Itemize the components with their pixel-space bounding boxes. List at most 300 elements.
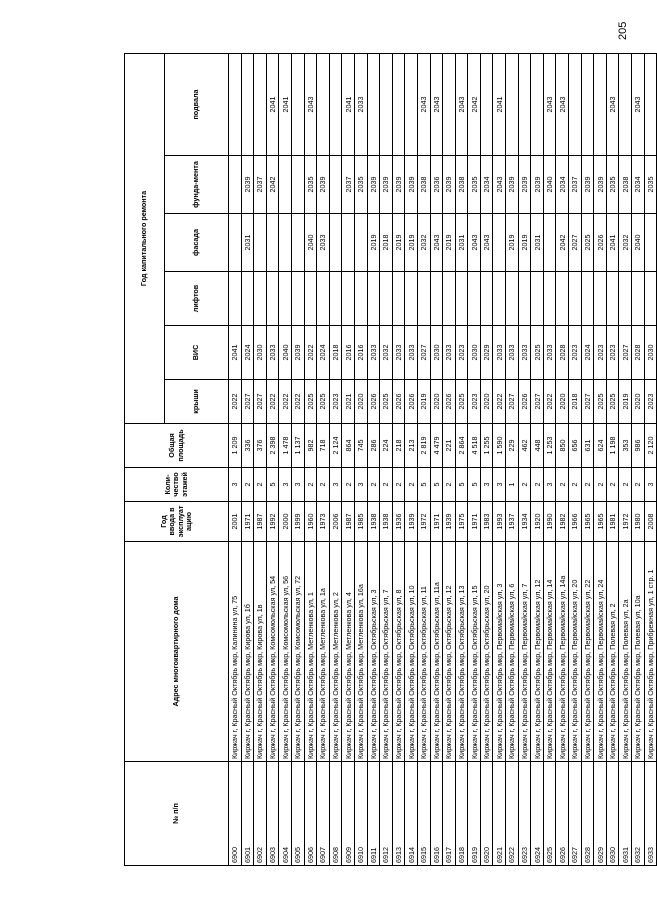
cell-lifts <box>354 272 367 326</box>
table-row <box>241 54 254 866</box>
cell-floors: 5 <box>417 468 430 502</box>
cell-year: 2008 <box>644 502 657 542</box>
cell-roof: 2027 <box>581 380 594 424</box>
cell-facade <box>229 214 242 272</box>
cell-vis: 2030 <box>468 326 481 380</box>
cell-facade: 2027 <box>569 214 582 272</box>
cell-lifts <box>468 272 481 326</box>
cell-floors: 3 <box>279 468 292 502</box>
cell-floors: 5 <box>266 468 279 502</box>
cell-num: 6916 <box>430 762 443 866</box>
cell-basement <box>380 54 393 156</box>
cell-basement: 2041 <box>279 54 292 156</box>
table-row <box>367 54 380 866</box>
cell-num: 6900 <box>229 762 242 866</box>
cell-area: 850 <box>556 424 569 468</box>
cell-vis: 2033 <box>518 326 531 380</box>
cell-year: 1939 <box>405 502 418 542</box>
cell-facade: 2043 <box>430 214 443 272</box>
cell-floors: 2 <box>443 468 456 502</box>
cell-vis: 2033 <box>543 326 556 380</box>
cell-num: 6915 <box>417 762 430 866</box>
cell-floors: 2 <box>581 468 594 502</box>
cell-year: 1938 <box>367 502 380 542</box>
cell-foundation: 2039 <box>241 156 254 214</box>
table-row <box>266 54 279 866</box>
cell-address: Киржач г, Красный Октябрь мкр, Комсомольская ул, 54 <box>266 542 279 762</box>
cell-num: 6928 <box>581 762 594 866</box>
cell-year: 1966 <box>569 502 582 542</box>
cell-foundation: 2037 <box>254 156 267 214</box>
cell-basement <box>392 54 405 156</box>
cell-roof: 2020 <box>632 380 645 424</box>
cell-lifts <box>556 272 569 326</box>
table-row <box>480 54 493 866</box>
cell-area: 376 <box>254 424 267 468</box>
table-row <box>581 54 594 866</box>
cell-foundation: 2039 <box>405 156 418 214</box>
cell-floors: 2 <box>367 468 380 502</box>
cell-area: 4 518 <box>468 424 481 468</box>
cell-lifts <box>291 272 304 326</box>
cell-num: 6906 <box>304 762 317 866</box>
cell-address: Киржач г, Красный Октябрь мкр, Октябрьская ул, 15 <box>468 542 481 762</box>
cell-foundation: 2034 <box>480 156 493 214</box>
cell-lifts <box>644 272 657 326</box>
cell-facade <box>543 214 556 272</box>
cell-lifts <box>266 272 279 326</box>
cell-facade: 2018 <box>380 214 393 272</box>
header-num: № п/п <box>125 762 229 866</box>
cell-foundation <box>279 156 292 214</box>
cell-num: 6919 <box>468 762 481 866</box>
cell-facade: 2032 <box>417 214 430 272</box>
cell-area: 448 <box>531 424 544 468</box>
cell-address: Киржач г, Красный Октябрь мкр, Первомайская ул, 12 <box>531 542 544 762</box>
cell-lifts <box>279 272 292 326</box>
cell-basement <box>254 54 267 156</box>
cell-vis: 2023 <box>569 326 582 380</box>
cell-address: Киржач г, Красный Октябрь мкр, Метленкова ул, 4 <box>342 542 355 762</box>
cell-address: Киржач г, Красный Октябрь мкр, Первомайская ул, 3 <box>493 542 506 762</box>
cell-vis: 2030 <box>430 326 443 380</box>
cell-vis: 2025 <box>531 326 544 380</box>
cell-facade: 2026 <box>594 214 607 272</box>
cell-roof: 2026 <box>405 380 418 424</box>
cell-roof: 2020 <box>430 380 443 424</box>
cell-basement <box>367 54 380 156</box>
cell-vis: 2030 <box>644 326 657 380</box>
cell-basement <box>229 54 242 156</box>
cell-lifts <box>569 272 582 326</box>
cell-num: 6922 <box>506 762 519 866</box>
cell-vis: 2032 <box>380 326 393 380</box>
table-row <box>291 54 304 866</box>
cell-roof: 2025 <box>606 380 619 424</box>
cell-year: 1934 <box>518 502 531 542</box>
cell-area: 656 <box>569 424 582 468</box>
cell-num: 6924 <box>531 762 544 866</box>
cell-lifts <box>443 272 456 326</box>
cell-floors: 3 <box>480 468 493 502</box>
cell-year: 1937 <box>506 502 519 542</box>
cell-year: 2001 <box>229 502 242 542</box>
cell-area: 221 <box>443 424 456 468</box>
cell-facade <box>254 214 267 272</box>
table-row <box>594 54 607 866</box>
table-row <box>468 54 481 866</box>
cell-floors: 2 <box>606 468 619 502</box>
cell-num: 6912 <box>380 762 393 866</box>
cell-basement <box>644 54 657 156</box>
table-row <box>556 54 569 866</box>
cell-floors: 2 <box>405 468 418 502</box>
cell-vis: 2016 <box>342 326 355 380</box>
cell-floors: 2 <box>254 468 267 502</box>
cell-year: 1965 <box>594 502 607 542</box>
cell-basement: 2041 <box>342 54 355 156</box>
cell-num: 6907 <box>317 762 330 866</box>
cell-address: Киржач г, Красный Октябрь мкр, Комсомольская ул, 56 <box>279 542 292 762</box>
cell-year: 1987 <box>254 502 267 542</box>
cell-address: Киржач г, Красный Октябрь мкр, Метленкова ул, 16а <box>354 542 367 762</box>
cell-foundation: 2038 <box>417 156 430 214</box>
cell-address: Киржач г, Красный Октябрь мкр, Кирова ул, 1в <box>254 542 267 762</box>
cell-basement <box>619 54 632 156</box>
cell-basement <box>531 54 544 156</box>
cell-address: Киржач г, Красный Октябрь мкр, Полевая ул, 2а <box>619 542 632 762</box>
cell-basement <box>291 54 304 156</box>
cell-area: 745 <box>354 424 367 468</box>
cell-roof: 2022 <box>543 380 556 424</box>
cell-year: 1936 <box>392 502 405 542</box>
cell-roof: 2025 <box>594 380 607 424</box>
table-row <box>317 54 330 866</box>
cell-facade: 2019 <box>392 214 405 272</box>
cell-year: 2000 <box>279 502 292 542</box>
cell-basement: 2043 <box>430 54 443 156</box>
cell-area: 336 <box>241 424 254 468</box>
cell-num: 6918 <box>455 762 468 866</box>
cell-foundation: 2035 <box>468 156 481 214</box>
cell-floors: 5 <box>455 468 468 502</box>
table-row <box>229 54 242 866</box>
cell-num: 6925 <box>543 762 556 866</box>
cell-basement: 2042 <box>468 54 481 156</box>
cell-vis: 2033 <box>405 326 418 380</box>
cell-area: 224 <box>380 424 393 468</box>
cell-foundation: 2042 <box>266 156 279 214</box>
cell-foundation: 2043 <box>493 156 506 214</box>
cell-basement <box>443 54 456 156</box>
cell-roof: 2022 <box>229 380 242 424</box>
cell-address: Киржач г, Красный Октябрь мкр, Метленкова ул, 1а <box>317 542 330 762</box>
cell-facade: 2043 <box>480 214 493 272</box>
cell-num: 6927 <box>569 762 582 866</box>
cell-basement: 2041 <box>493 54 506 156</box>
cell-facade: 2031 <box>455 214 468 272</box>
cell-area: 4 479 <box>430 424 443 468</box>
cell-num: 6930 <box>606 762 619 866</box>
cell-roof: 2027 <box>531 380 544 424</box>
cell-lifts <box>405 272 418 326</box>
cell-foundation: 2039 <box>367 156 380 214</box>
table-row <box>304 54 317 866</box>
cell-foundation: 2039 <box>518 156 531 214</box>
table-row <box>392 54 405 866</box>
cell-basement: 2043 <box>455 54 468 156</box>
cell-foundation <box>291 156 304 214</box>
cell-address: Киржач г, Красный Октябрь мкр, Октябрьская ул, 3 <box>367 542 380 762</box>
cell-roof: 2023 <box>644 380 657 424</box>
cell-floors: 3 <box>291 468 304 502</box>
header-roof: крыши <box>165 380 229 424</box>
table-row <box>619 54 632 866</box>
cell-vis: 2033 <box>367 326 380 380</box>
cell-floors: 2 <box>304 468 317 502</box>
cell-num: 6901 <box>241 762 254 866</box>
cell-basement <box>480 54 493 156</box>
cell-lifts <box>241 272 254 326</box>
cell-address: Киржач г, Красный Октябрь мкр, Метленкова ул, 1 <box>304 542 317 762</box>
cell-foundation: 2037 <box>342 156 355 214</box>
cell-foundation: 2034 <box>556 156 569 214</box>
cell-facade: 2033 <box>317 214 330 272</box>
table-row <box>279 54 292 866</box>
cell-address: Киржач г, Красный Октябрь мкр, Первомайская ул, 24 <box>594 542 607 762</box>
header-floors: Коли-чество этажей <box>125 468 229 502</box>
cell-vis: 2033 <box>266 326 279 380</box>
cell-lifts <box>342 272 355 326</box>
cell-basement <box>594 54 607 156</box>
cell-basement: 2043 <box>417 54 430 156</box>
cell-floors: 2 <box>556 468 569 502</box>
cell-lifts <box>254 272 267 326</box>
table-row <box>254 54 267 866</box>
cell-area: 631 <box>581 424 594 468</box>
cell-vis: 2041 <box>229 326 242 380</box>
cell-year: 1982 <box>556 502 569 542</box>
cell-roof: 2022 <box>279 380 292 424</box>
cell-facade: 2019 <box>367 214 380 272</box>
cell-facade <box>342 214 355 272</box>
cell-area: 1 478 <box>279 424 292 468</box>
cell-floors: 2 <box>518 468 531 502</box>
cell-lifts <box>317 272 330 326</box>
cell-area: 718 <box>317 424 330 468</box>
cell-lifts <box>380 272 393 326</box>
cell-year: 1965 <box>581 502 594 542</box>
table-row <box>405 54 418 866</box>
cell-num: 6920 <box>480 762 493 866</box>
cell-roof: 2025 <box>304 380 317 424</box>
cell-basement: 2043 <box>543 54 556 156</box>
cell-year: 1992 <box>266 502 279 542</box>
cell-year: 1960 <box>304 502 317 542</box>
cell-area: 1 198 <box>606 424 619 468</box>
cell-num: 6903 <box>266 762 279 866</box>
cell-facade: 2043 <box>468 214 481 272</box>
capital-repair-table <box>124 53 657 866</box>
cell-basement <box>506 54 519 156</box>
cell-foundation: 2037 <box>569 156 582 214</box>
table-row <box>518 54 531 866</box>
cell-basement <box>329 54 342 156</box>
cell-roof: 2022 <box>291 380 304 424</box>
cell-year: 1972 <box>417 502 430 542</box>
cell-num: 6904 <box>279 762 292 866</box>
header-repair-group: Год капитального ремонта <box>125 54 165 424</box>
cell-vis: 2027 <box>619 326 632 380</box>
cell-vis: 2030 <box>254 326 267 380</box>
cell-lifts <box>543 272 556 326</box>
table-row <box>606 54 619 866</box>
cell-roof: 2022 <box>493 380 506 424</box>
cell-foundation: 2035 <box>354 156 367 214</box>
cell-foundation: 2035 <box>644 156 657 214</box>
cell-roof: 2023 <box>329 380 342 424</box>
header-year: Год ввода в эксплуат ацию <box>125 502 229 542</box>
cell-basement: 2041 <box>266 54 279 156</box>
cell-year: 1987 <box>342 502 355 542</box>
cell-facade: 2040 <box>632 214 645 272</box>
cell-area: 2 864 <box>455 424 468 468</box>
cell-year: 1980 <box>632 502 645 542</box>
cell-lifts <box>430 272 443 326</box>
cell-roof: 2026 <box>367 380 380 424</box>
cell-area: 982 <box>304 424 317 468</box>
cell-foundation: 2036 <box>430 156 443 214</box>
cell-floors: 3 <box>493 468 506 502</box>
table-row <box>342 54 355 866</box>
table-row <box>329 54 342 866</box>
cell-facade: 2019 <box>443 214 456 272</box>
header-vis: ВИС <box>165 326 229 380</box>
cell-basement <box>569 54 582 156</box>
cell-year: 1939 <box>443 502 456 542</box>
table-row <box>443 54 456 866</box>
cell-num: 6914 <box>405 762 418 866</box>
cell-basement <box>405 54 418 156</box>
cell-vis: 2023 <box>455 326 468 380</box>
cell-roof: 2027 <box>506 380 519 424</box>
cell-area: 286 <box>367 424 380 468</box>
cell-facade <box>493 214 506 272</box>
cell-foundation: 2039 <box>594 156 607 214</box>
cell-facade: 2031 <box>241 214 254 272</box>
cell-foundation: 2034 <box>632 156 645 214</box>
cell-year: 1971 <box>241 502 254 542</box>
cell-vis: 2039 <box>291 326 304 380</box>
header-lifts: лифтов <box>165 272 229 326</box>
cell-lifts <box>531 272 544 326</box>
cell-roof: 2025 <box>380 380 393 424</box>
cell-address: Киржач г, Красный Октябрь мкр, Полевая ул, 2 <box>606 542 619 762</box>
cell-foundation: 2039 <box>380 156 393 214</box>
cell-area: 624 <box>594 424 607 468</box>
cell-roof: 2025 <box>455 380 468 424</box>
cell-area: 1 209 <box>229 424 242 468</box>
cell-facade: 2025 <box>581 214 594 272</box>
cell-lifts <box>480 272 493 326</box>
table-row <box>430 54 443 866</box>
cell-lifts <box>619 272 632 326</box>
cell-facade: 2032 <box>619 214 632 272</box>
cell-area: 2 120 <box>644 424 657 468</box>
cell-floors: 2 <box>380 468 393 502</box>
cell-num: 6932 <box>632 762 645 866</box>
cell-address: Киржач г, Красный Октябрь мкр, Октябрьская ул, 13 <box>455 542 468 762</box>
page-number: 205 <box>617 21 629 41</box>
cell-lifts <box>518 272 531 326</box>
cell-roof: 2020 <box>556 380 569 424</box>
cell-roof: 2027 <box>254 380 267 424</box>
table-header <box>125 54 229 866</box>
cell-num: 6933 <box>644 762 657 866</box>
table-row <box>543 54 556 866</box>
cell-lifts <box>455 272 468 326</box>
cell-area: 1 590 <box>493 424 506 468</box>
cell-lifts <box>506 272 519 326</box>
cell-num: 6913 <box>392 762 405 866</box>
cell-foundation: 2040 <box>543 156 556 214</box>
cell-vis: 2027 <box>417 326 430 380</box>
cell-address: Киржач г, Красный Октябрь мкр, Кирова ул, 1б <box>241 542 254 762</box>
cell-area: 2 124 <box>329 424 342 468</box>
cell-foundation: 2039 <box>581 156 594 214</box>
cell-facade <box>279 214 292 272</box>
cell-year: 1981 <box>606 502 619 542</box>
cell-year: 1990 <box>543 502 556 542</box>
cell-roof: 2019 <box>417 380 430 424</box>
table-row <box>380 54 393 866</box>
cell-address: Киржач г, Красный Октябрь мкр, Полевая ул, 10а <box>632 542 645 762</box>
cell-floors: 2 <box>632 468 645 502</box>
header-foundation: фунда-мента <box>165 156 229 214</box>
cell-basement <box>317 54 330 156</box>
cell-vis: 2033 <box>506 326 519 380</box>
rotated-page <box>124 54 655 866</box>
cell-vis: 2016 <box>354 326 367 380</box>
cell-floors: 2 <box>317 468 330 502</box>
cell-address: Киржач г, Красный Октябрь мкр, Первомайская ул, 7 <box>518 542 531 762</box>
cell-area: 218 <box>392 424 405 468</box>
cell-facade: 2019 <box>405 214 418 272</box>
cell-year: 1999 <box>291 502 304 542</box>
cell-year: 1972 <box>619 502 632 542</box>
cell-address: Киржач г, Красный Октябрь мкр, Октябрьская ул, 20 <box>480 542 493 762</box>
cell-num: 6923 <box>518 762 531 866</box>
cell-facade: 2019 <box>518 214 531 272</box>
table-row <box>354 54 367 866</box>
cell-floors: 3 <box>354 468 367 502</box>
cell-roof: 2018 <box>569 380 582 424</box>
cell-facade <box>329 214 342 272</box>
cell-roof: 2023 <box>468 380 481 424</box>
cell-floors: 3 <box>329 468 342 502</box>
cell-num: 6902 <box>254 762 267 866</box>
cell-num: 6921 <box>493 762 506 866</box>
cell-floors: 5 <box>468 468 481 502</box>
cell-year: 1971 <box>430 502 443 542</box>
cell-facade: 2031 <box>531 214 544 272</box>
cell-vis: 2028 <box>556 326 569 380</box>
cell-vis: 2023 <box>606 326 619 380</box>
cell-foundation: 2035 <box>606 156 619 214</box>
table-row <box>506 54 519 866</box>
cell-vis: 2033 <box>493 326 506 380</box>
cell-year: 1975 <box>455 502 468 542</box>
